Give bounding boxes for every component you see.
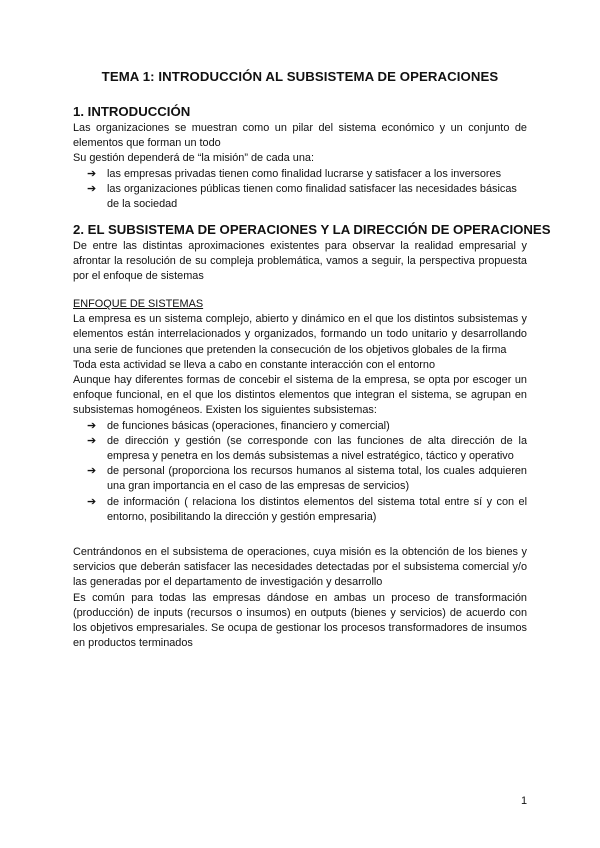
list-item-text: las organizaciones públicas tienen como finalidad satisfacer las necesidades básicas de la sociedad (107, 182, 517, 211)
paragraph: La empresa es un sistema complejo, abierto y dinámico en el que los distintos subsistemas y elementos están interrelacionados y organizados, formando un todo unitario y desarrollando una serie de funciones que pretenden la consecución de los objetivos globales de la firma (73, 313, 527, 356)
paragraph: De entre las distintas aproximaciones existentes para observar la realidad empresarial y afrontar la resolución de su compleja problemática, vamos a seguir, la perspectiva propuesta por el enfoque de sistemas (73, 240, 527, 283)
section-1-body (73, 121, 527, 212)
list-item (73, 434, 527, 464)
arrow-icon: ➔ (87, 434, 97, 447)
arrow-icon: ➔ (87, 465, 97, 478)
section-2-heading: 2. EL SUBSISTEMA DE OPERACIONES Y LA DIRECCIÓN DE OPERACIONES (73, 222, 551, 237)
section-2-closing (73, 545, 527, 651)
section-2-body (73, 297, 527, 525)
bullet-list (73, 419, 527, 525)
arrow-icon: ➔ (87, 419, 97, 432)
list-item-text: las empresas privadas tienen como finalidad lucrarse y satisfacer a los inversores (107, 167, 502, 180)
paragraph: Las organizaciones se muestran como un pilar del sistema económico y un conjunto de elementos que forman un todo (73, 122, 527, 150)
bullet-list (73, 167, 527, 213)
arrow-icon: ➔ (87, 182, 97, 195)
paragraph: Centrándonos en el subsistema de operaciones, cuya misión es la obtención de los bienes y servicios que deberán satisfacer las necesidades detectadas por el subsistema comercial y/o las generadas por el departamento de investigación y desarrollo (73, 546, 527, 589)
paragraph: Toda esta actividad se lleva a cabo en constante interacción con el entorno (73, 358, 436, 371)
paragraph: Aunque hay diferentes formas de concebir el sistema de la empresa, se opta por escoger un enfoque funcional, en el que los distintos elementos que integran el sistema, se agrupan en subsistemas homogéneos. Existen los siguientes subsistemas: (73, 374, 527, 417)
list-item-text: de información ( relaciona los distintos elementos del sistema total entre sí y con el entorno, posibilitando la dirección y gestión empresaria) (107, 495, 527, 523)
list-item-text: de personal (proporciona los recursos humanos al sistema total, los cuales adquieren una gran importancia en el caso de las empresas de servicios) (107, 465, 527, 493)
section-1-heading: 1. INTRODUCCIÓN (73, 104, 191, 119)
list-item (73, 167, 527, 182)
list-item (73, 495, 527, 525)
arrow-icon: ➔ (87, 495, 97, 508)
page-number: 1 (520, 795, 527, 807)
paragraph: Es común para todas las empresas dándose en ambas un proceso de transformación (producción) de inputs (recursos o insumos) en outputs (bienes y servicios) de acuerdo con los objetivos empresariales. Se ocupa de gestionar los procesos transformadores de insumos en productos terminados (73, 591, 527, 650)
list-item (73, 464, 527, 494)
subsection-heading: ENFOQUE DE SISTEMAS (73, 298, 204, 310)
list-item (73, 419, 527, 434)
paragraph: Su gestión dependerá de “la misión” de cada una: (73, 152, 314, 165)
arrow-icon: ➔ (87, 167, 97, 180)
document-title: TEMA 1: INTRODUCCIÓN AL SUBSISTEMA DE OPERACIONES (101, 69, 499, 84)
list-item-text: de dirección y gestión (se corresponde con las funciones de alta dirección de la empresa y penetra en los demás subsistemas a nivel estratégico, táctico y operativo (107, 434, 527, 463)
section-2-intro (73, 239, 527, 285)
list-item-text: de funciones básicas (operaciones, financiero y comercial) (107, 419, 390, 432)
list-item (73, 182, 527, 212)
